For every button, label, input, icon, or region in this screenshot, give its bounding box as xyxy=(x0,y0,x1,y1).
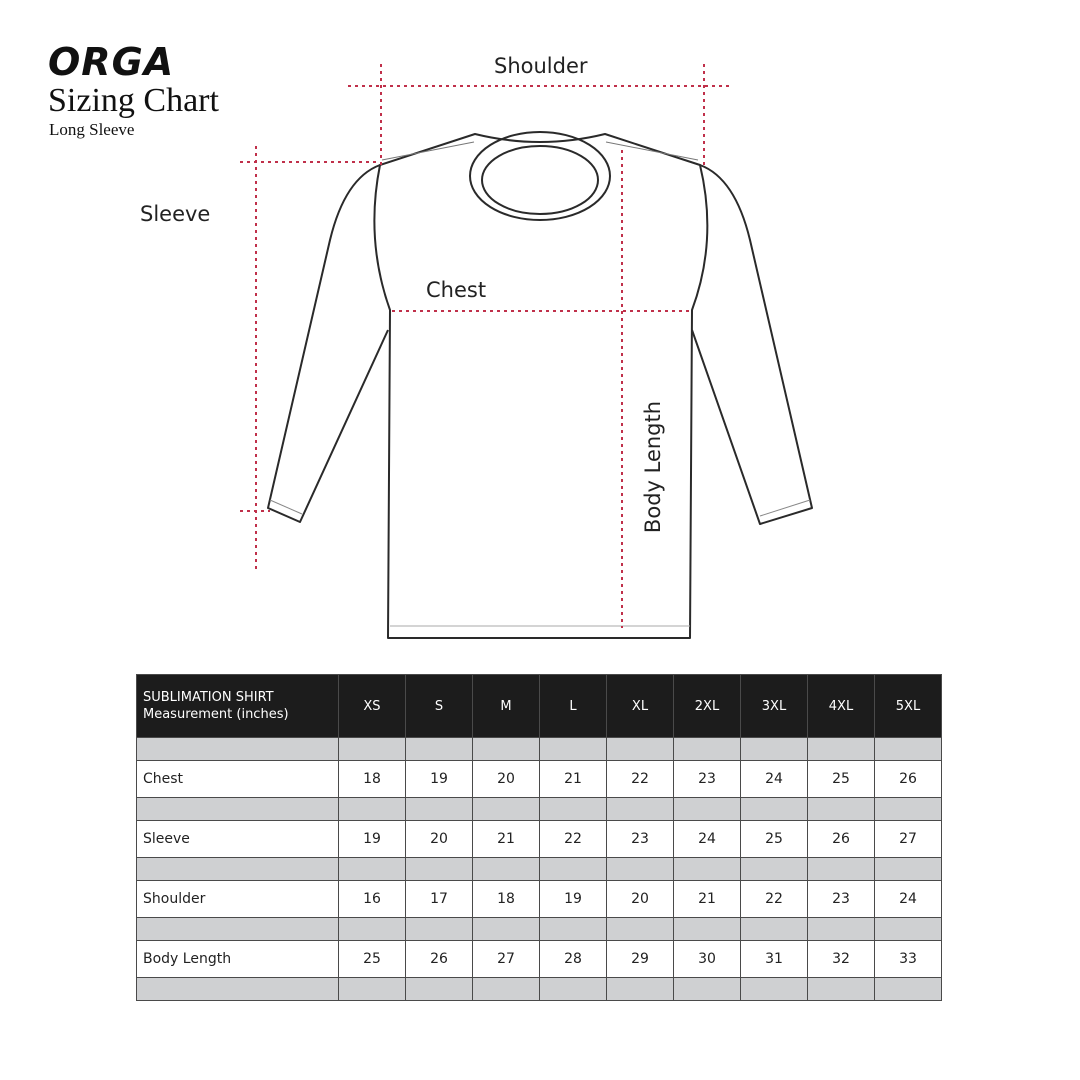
table-cell: 29 xyxy=(607,941,674,978)
table-cell: 26 xyxy=(875,761,942,798)
table-header-row xyxy=(137,675,942,738)
size-header: 5XL xyxy=(875,675,942,738)
table-cell: 25 xyxy=(339,941,406,978)
table-cell: 21 xyxy=(540,761,607,798)
size-header: 2XL xyxy=(674,675,741,738)
table-cell: 23 xyxy=(607,821,674,858)
chest-label: Chest xyxy=(426,278,487,302)
size-header: M xyxy=(473,675,540,738)
table-cell: 19 xyxy=(540,881,607,918)
row-label: Body Length xyxy=(137,941,339,978)
size-header: 3XL xyxy=(741,675,808,738)
size-header: L xyxy=(540,675,607,738)
row-label: Sleeve xyxy=(137,821,339,858)
table-cell: 22 xyxy=(607,761,674,798)
table-row xyxy=(137,761,942,798)
collar-inner xyxy=(482,146,598,214)
table-cell: 25 xyxy=(808,761,875,798)
corner-line-2: Measurement (inches) xyxy=(143,707,289,722)
size-header: 4XL xyxy=(808,675,875,738)
table-cell: 20 xyxy=(473,761,540,798)
table-row xyxy=(137,881,942,918)
shirt-outline xyxy=(374,134,707,638)
right-sleeve-outline xyxy=(692,165,812,524)
spacer-row xyxy=(137,858,942,881)
size-header: XL xyxy=(607,675,674,738)
spacer-row xyxy=(137,978,942,1001)
spacer-row xyxy=(137,738,942,761)
table-cell: 21 xyxy=(674,881,741,918)
table-cell: 26 xyxy=(406,941,473,978)
brand-logo: ORGA xyxy=(48,40,175,84)
row-label: Chest xyxy=(137,761,339,798)
row-label: Shoulder xyxy=(137,881,339,918)
sleeve-label: Sleeve xyxy=(140,202,211,226)
table-cell: 21 xyxy=(473,821,540,858)
left-sleeve-outline xyxy=(268,165,388,522)
table-cell: 30 xyxy=(674,941,741,978)
table-cell: 33 xyxy=(875,941,942,978)
table-cell: 23 xyxy=(808,881,875,918)
corner-line-1: SUBLIMATION SHIRT xyxy=(143,690,274,705)
table-cell: 24 xyxy=(674,821,741,858)
table-row xyxy=(137,941,942,978)
body-length-label: Body Length xyxy=(641,400,665,534)
page-title: Sizing Chart xyxy=(48,82,219,119)
shoulder-label: Shoulder xyxy=(494,54,588,78)
table-cell: 32 xyxy=(808,941,875,978)
table-cell: 20 xyxy=(406,821,473,858)
size-header: XS xyxy=(339,675,406,738)
page-subtitle: Long Sleeve xyxy=(49,120,135,139)
size-chart-table xyxy=(136,674,942,1001)
table-cell: 16 xyxy=(339,881,406,918)
table-cell: 27 xyxy=(875,821,942,858)
table-cell: 23 xyxy=(674,761,741,798)
spacer-row xyxy=(137,798,942,821)
table-cell: 19 xyxy=(339,821,406,858)
table-cell: 28 xyxy=(540,941,607,978)
table-cell: 17 xyxy=(406,881,473,918)
table-cell: 20 xyxy=(607,881,674,918)
table-cell: 24 xyxy=(741,761,808,798)
spacer-row xyxy=(137,918,942,941)
table-cell: 18 xyxy=(339,761,406,798)
table-cell: 18 xyxy=(473,881,540,918)
table-cell: 22 xyxy=(741,881,808,918)
table-row xyxy=(137,821,942,858)
table-cell: 31 xyxy=(741,941,808,978)
table-cell: 26 xyxy=(808,821,875,858)
table-cell: 24 xyxy=(875,881,942,918)
size-header: S xyxy=(406,675,473,738)
table-corner-header xyxy=(137,675,339,738)
table-cell: 19 xyxy=(406,761,473,798)
table-cell: 22 xyxy=(540,821,607,858)
table-cell: 27 xyxy=(473,941,540,978)
table-cell: 25 xyxy=(741,821,808,858)
